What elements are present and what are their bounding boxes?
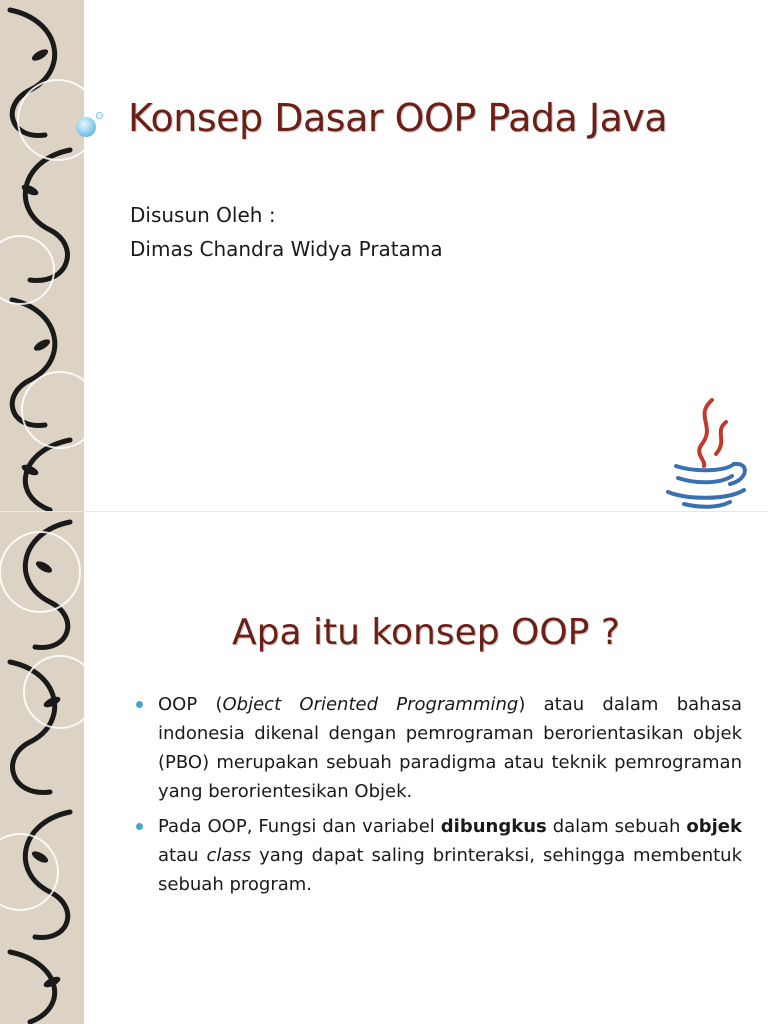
slide-2 [0,512,768,1024]
author-block [130,198,443,266]
java-logo-icon [654,396,754,512]
bubble-decoration-icon [76,117,96,137]
slide-title: Apa itu konsep OOP ? [232,612,620,653]
bullet-list [130,690,742,905]
bullet-item: Pada OOP, Fungsi dan variabel dibungkus dalam sebuah objek atau class yang dapat saling brinteraksi, sehingga membentuk sebuah program. [130,812,742,899]
ornament-swirl-icon [0,0,84,512]
author-label: Disusun Oleh : [130,203,276,227]
slide-title: Konsep Dasar OOP Pada Java [128,96,668,140]
decorative-ornament-border [0,512,84,1024]
bullet-item: OOP (Object Oriented Programming) atau dalam bahasa indonesia dikenal dengan pemrograman berorientasikan objek (PBO) merupakan sebuah paradigma atau teknik pemrograman yang berorientesikan Objek. [130,690,742,806]
small-bubble-decoration-icon [96,112,103,119]
ornament-swirl-icon [0,512,84,1024]
decorative-ornament-border [0,0,84,512]
author-name: Dimas Chandra Widya Pratama [130,237,443,261]
